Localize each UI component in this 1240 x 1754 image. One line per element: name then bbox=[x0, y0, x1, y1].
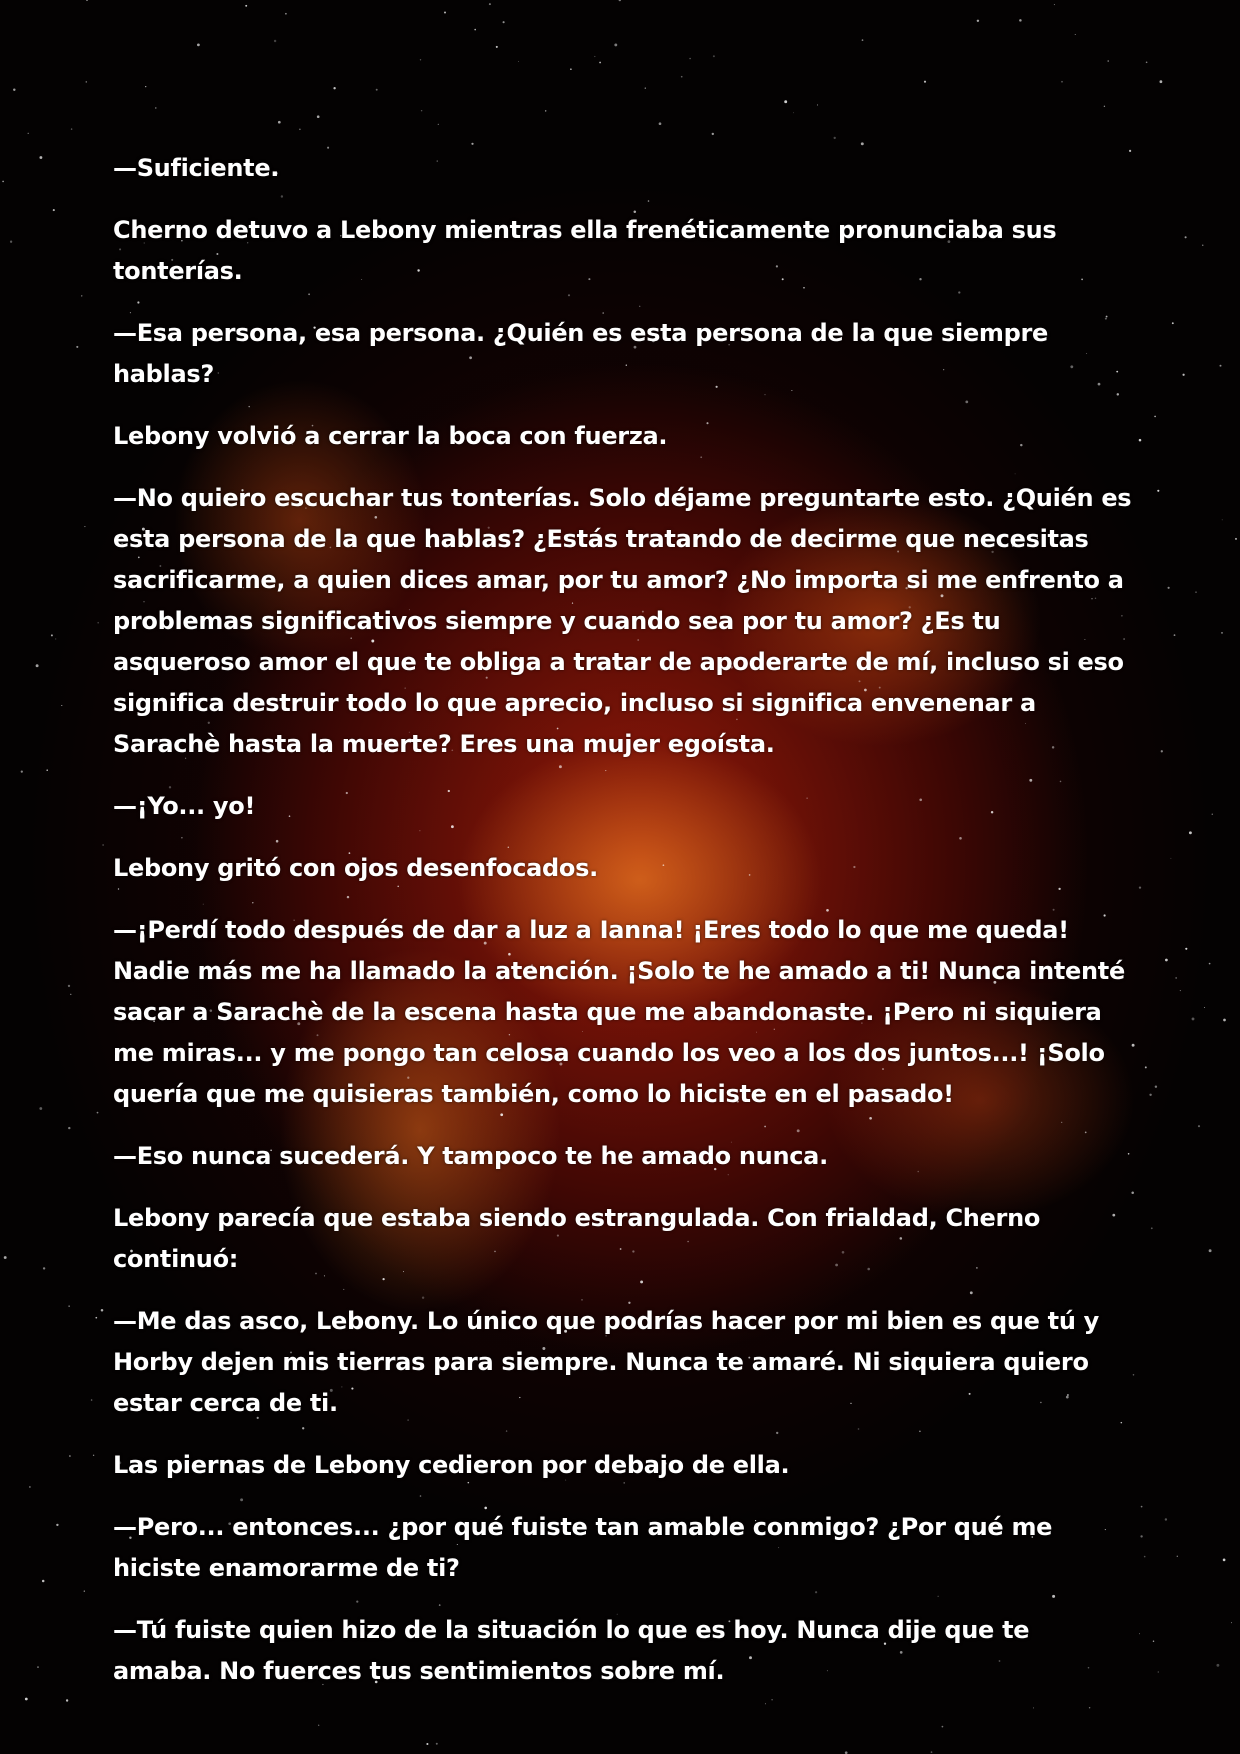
paragraph: —Pero... entonces... ¿por qué fuiste tan amable conmigo? ¿Por qué me hiciste enamorarme de ti? bbox=[113, 1513, 1053, 1582]
star bbox=[97, 622, 99, 624]
star bbox=[619, 0, 621, 1]
star bbox=[376, 89, 378, 91]
star bbox=[436, 1743, 438, 1745]
star bbox=[1155, 1085, 1157, 1087]
star bbox=[1151, 1227, 1153, 1229]
star bbox=[56, 1524, 58, 1526]
star bbox=[977, 20, 979, 22]
star bbox=[1204, 1007, 1205, 1008]
star bbox=[102, 844, 103, 845]
star bbox=[69, 1455, 71, 1457]
star bbox=[70, 994, 71, 995]
star bbox=[1189, 831, 1192, 834]
star bbox=[489, 3, 491, 5]
star bbox=[1222, 519, 1223, 520]
star bbox=[95, 1317, 97, 1319]
star bbox=[1235, 538, 1237, 540]
star bbox=[1144, 1556, 1146, 1558]
star bbox=[518, 61, 519, 62]
star bbox=[285, 13, 287, 15]
star bbox=[25, 1698, 28, 1701]
paragraph: —¡Perdí todo después de dar a luz a Ianna! ¡Eres todo lo que me queda! Nadie más me ha llamado la atención. ¡Solo te he amado a ti! Nunca intenté sacar a Sarachè de la escena hasta que me abandonaste. ¡Pero ni siquiera me miras... y me pongo tan celosa cuando los veo a los dos juntos...! ¡Solo quería que me quisieras también, como lo hiciste en el pasado! bbox=[113, 916, 1125, 1108]
star bbox=[51, 634, 53, 636]
star bbox=[97, 1112, 99, 1114]
star bbox=[1198, 1125, 1200, 1127]
paragraph: —Eso nunca sucederá. Y tampoco te he amado nunca. bbox=[113, 1142, 828, 1170]
star bbox=[1160, 80, 1163, 83]
star bbox=[86, 0, 87, 1]
star bbox=[71, 128, 72, 129]
star bbox=[1221, 632, 1223, 634]
star bbox=[1019, 19, 1022, 22]
star bbox=[1145, 1066, 1147, 1068]
star bbox=[1149, 1094, 1151, 1096]
star bbox=[1146, 61, 1148, 63]
star bbox=[29, 1486, 30, 1487]
star bbox=[1141, 1506, 1143, 1508]
star bbox=[681, 76, 683, 78]
star bbox=[317, 115, 320, 118]
star bbox=[784, 100, 787, 103]
star bbox=[545, 110, 546, 111]
star bbox=[4, 1256, 7, 1259]
star bbox=[438, 124, 439, 125]
star bbox=[862, 39, 864, 41]
paragraph: Lebony gritó con ojos desenfocados. bbox=[113, 854, 598, 882]
star bbox=[1165, 959, 1168, 962]
star bbox=[155, 107, 156, 108]
star bbox=[1139, 439, 1142, 442]
star bbox=[84, 526, 85, 527]
star bbox=[1176, 977, 1177, 978]
star bbox=[84, 1590, 85, 1591]
star bbox=[1195, 591, 1196, 592]
star bbox=[426, 1743, 428, 1745]
star bbox=[1154, 416, 1156, 418]
star bbox=[55, 638, 56, 639]
star bbox=[471, 143, 473, 145]
star bbox=[1054, 4, 1055, 5]
star bbox=[931, 1751, 933, 1753]
star bbox=[713, 55, 715, 57]
star bbox=[10, 241, 12, 243]
star bbox=[68, 985, 70, 987]
star bbox=[66, 1699, 68, 1701]
star bbox=[1170, 858, 1171, 859]
star bbox=[28, 133, 29, 134]
paragraph: Lebony volvió a cerrar la boca con fuerza. bbox=[113, 422, 668, 450]
paragraph: Las piernas de Lebony cedieron por debajo de ella. bbox=[113, 1451, 790, 1479]
star bbox=[444, 11, 446, 13]
star bbox=[37, 1666, 38, 1667]
star bbox=[1139, 886, 1141, 888]
star bbox=[420, 59, 421, 60]
paragraph: —Suficiente. bbox=[113, 154, 280, 182]
star bbox=[645, 87, 646, 88]
star bbox=[1216, 1664, 1219, 1667]
star bbox=[1231, 1622, 1232, 1623]
star bbox=[924, 81, 926, 83]
star bbox=[1209, 1249, 1212, 1252]
star bbox=[39, 156, 42, 159]
star bbox=[1165, 1518, 1167, 1520]
star bbox=[245, 5, 247, 7]
star bbox=[817, 104, 818, 105]
star bbox=[599, 62, 601, 64]
star bbox=[197, 44, 200, 47]
paragraph: —Esa persona, esa persona. ¿Quién es esta persona de la que siempre hablas? bbox=[113, 319, 1049, 388]
star bbox=[1158, 1672, 1159, 1673]
star bbox=[503, 21, 505, 23]
star bbox=[421, 110, 422, 111]
star bbox=[1223, 1019, 1226, 1022]
star bbox=[278, 121, 281, 124]
star bbox=[861, 142, 864, 145]
star bbox=[1139, 1633, 1140, 1634]
star bbox=[1168, 587, 1170, 589]
star bbox=[659, 122, 662, 125]
star bbox=[1174, 634, 1176, 636]
star bbox=[1161, 750, 1163, 752]
star bbox=[76, 346, 78, 348]
star bbox=[1220, 365, 1222, 367]
star bbox=[1192, 1017, 1195, 1020]
star bbox=[61, 705, 62, 706]
star bbox=[614, 43, 617, 46]
star bbox=[1212, 814, 1213, 815]
star bbox=[93, 1455, 94, 1456]
star bbox=[21, 771, 23, 773]
star bbox=[689, 58, 691, 60]
paragraph: Cherno detuvo a Lebony mientras ella frenéticamente pronunciaba sus tonterías. bbox=[113, 216, 1057, 285]
star bbox=[942, 1726, 944, 1728]
star bbox=[81, 295, 82, 296]
star bbox=[86, 81, 88, 83]
star bbox=[712, 133, 714, 135]
star bbox=[474, 29, 476, 31]
star bbox=[1172, 322, 1174, 324]
story-text bbox=[113, 148, 1133, 1713]
star bbox=[101, 1309, 104, 1312]
star bbox=[2, 181, 4, 183]
star bbox=[1185, 236, 1187, 238]
star bbox=[53, 209, 55, 211]
star bbox=[299, 129, 301, 131]
paragraph: —Tú fuiste quien hizo de la situación lo que es hoy. Nunca dije que te amaba. No fuerces tus sentimientos sobre mí. bbox=[113, 1616, 1030, 1685]
star bbox=[91, 1399, 93, 1401]
star bbox=[68, 1127, 70, 1129]
star bbox=[145, 86, 146, 87]
paragraph: Lebony parecía que estaba siendo estrangulada. Con frialdad, Cherno continuó: bbox=[113, 1204, 1041, 1273]
star bbox=[1177, 1556, 1178, 1557]
star bbox=[1153, 1641, 1154, 1642]
star bbox=[834, 137, 836, 139]
star bbox=[1107, 60, 1109, 62]
star bbox=[570, 68, 572, 70]
star bbox=[39, 1107, 42, 1110]
star bbox=[42, 1580, 45, 1583]
star bbox=[36, 664, 39, 667]
star bbox=[1209, 963, 1211, 965]
star bbox=[1061, 81, 1063, 83]
star bbox=[1157, 490, 1159, 492]
star bbox=[43, 1267, 45, 1269]
star bbox=[1140, 1535, 1142, 1537]
star bbox=[46, 769, 48, 771]
star bbox=[496, 46, 498, 48]
star bbox=[1075, 34, 1076, 35]
paragraph: —Me das asco, Lebony. Lo único que podrías hacer por mi bien es que tú y Horby dejen mis tierras para siempre. Nunca te amaré. Ni siquiera quiero estar cerca de ti. bbox=[113, 1307, 1100, 1417]
star bbox=[1182, 374, 1184, 376]
star bbox=[1180, 990, 1181, 991]
star bbox=[594, 56, 595, 57]
star bbox=[793, 112, 794, 113]
star bbox=[13, 88, 15, 90]
star bbox=[1185, 948, 1187, 950]
star bbox=[69, 1306, 70, 1307]
star bbox=[333, 87, 335, 89]
star bbox=[318, 1725, 319, 1726]
star bbox=[1202, 245, 1203, 246]
star bbox=[274, 40, 276, 42]
paragraph: —No quiero escuchar tus tonterías. Solo déjame preguntarte esto. ¿Quién es esta persona de la que hablas? ¿Estás tratando de decirme que necesitas sacrificarme, a quien dices amar, por tu amor? ¿No importa si me enfrento a problemas significativos siempre y cuando sea por tu amor? ¿Es tu asqueroso amor el que te obliga a tratar de apoderarte de mí, incluso si eso significa destruir todo lo que aprecio, incluso si significa envenenar a Sarachè hasta la muerte? Eres una mujer egoísta. bbox=[113, 484, 1132, 758]
paragraph: —¡Yo... yo! bbox=[113, 792, 256, 820]
star bbox=[1223, 1559, 1226, 1562]
star bbox=[1104, 106, 1105, 107]
